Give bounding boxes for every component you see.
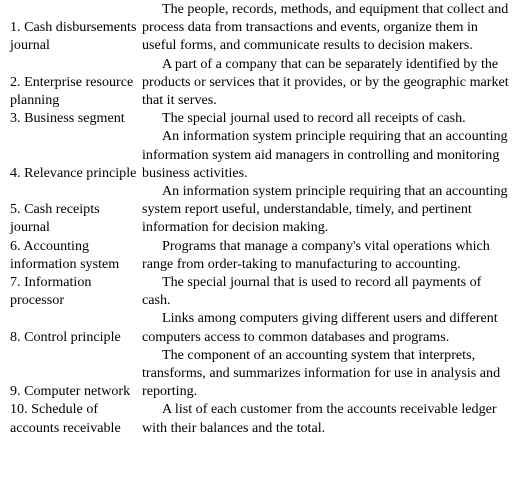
definition-9: The component of an accounting system that interprets, transforms, and summarizes information for use in analysis and reporting. [142,346,501,400]
definition-4: An information system principle requiring that an accounting information system aid managers in controlling and monitoring business activities. [142,128,508,181]
term-7: 7. Information processor [10,274,92,309]
term-4: 4. Relevance principle [10,164,137,181]
term-6: 6. Accounting information system [10,237,120,272]
matching-row [10,55,510,110]
definition-3: The special journal used to record all receipts of cash. [162,110,466,127]
matching-row [10,182,510,237]
term-9: 9. Computer network [10,383,131,400]
definition-5: An information system principle requiring that an accounting system report useful, understandable, timely, and pertinent information for decision making. [142,183,508,236]
definition-7: The special journal that is used to record all payments of cash. [142,274,482,309]
definition-8: Links among computers giving different users and different computers access to common databases and programs. [142,310,498,345]
definition-1: The people, records, methods, and equipment that collect and process data from transactions and events, organize them in useful forms, and communicate results to decision makers. [142,1,509,54]
term-2: 2. Enterprise resource planning [10,73,134,109]
definition-2: A part of a company that can be separately identified by the products or services that it provides, or by the geographic market that it serves. [142,55,509,109]
definition-10: A list of each customer from the accounts receivable ledger with their balances and the total. [142,401,497,436]
matching-row [10,109,510,127]
matching-row [10,0,510,55]
matching-row [10,237,510,273]
matching-row [10,273,510,309]
term-8: 8. Control principle [10,328,121,345]
term-5: 5. Cash receipts journal [10,201,100,236]
matching-row [10,309,510,345]
matching-row [10,346,510,401]
definition-6: Programs that manage a company's vital operations which range from order-taking to manufacturing to accounting. [142,237,490,272]
matching-row [10,127,510,182]
term-1: 1. Cash disbursements journal [10,19,137,54]
term-3: 3. Business segment [10,110,125,127]
term-10: 10. Schedule of accounts receivable [10,401,121,436]
matching-row [10,400,510,436]
